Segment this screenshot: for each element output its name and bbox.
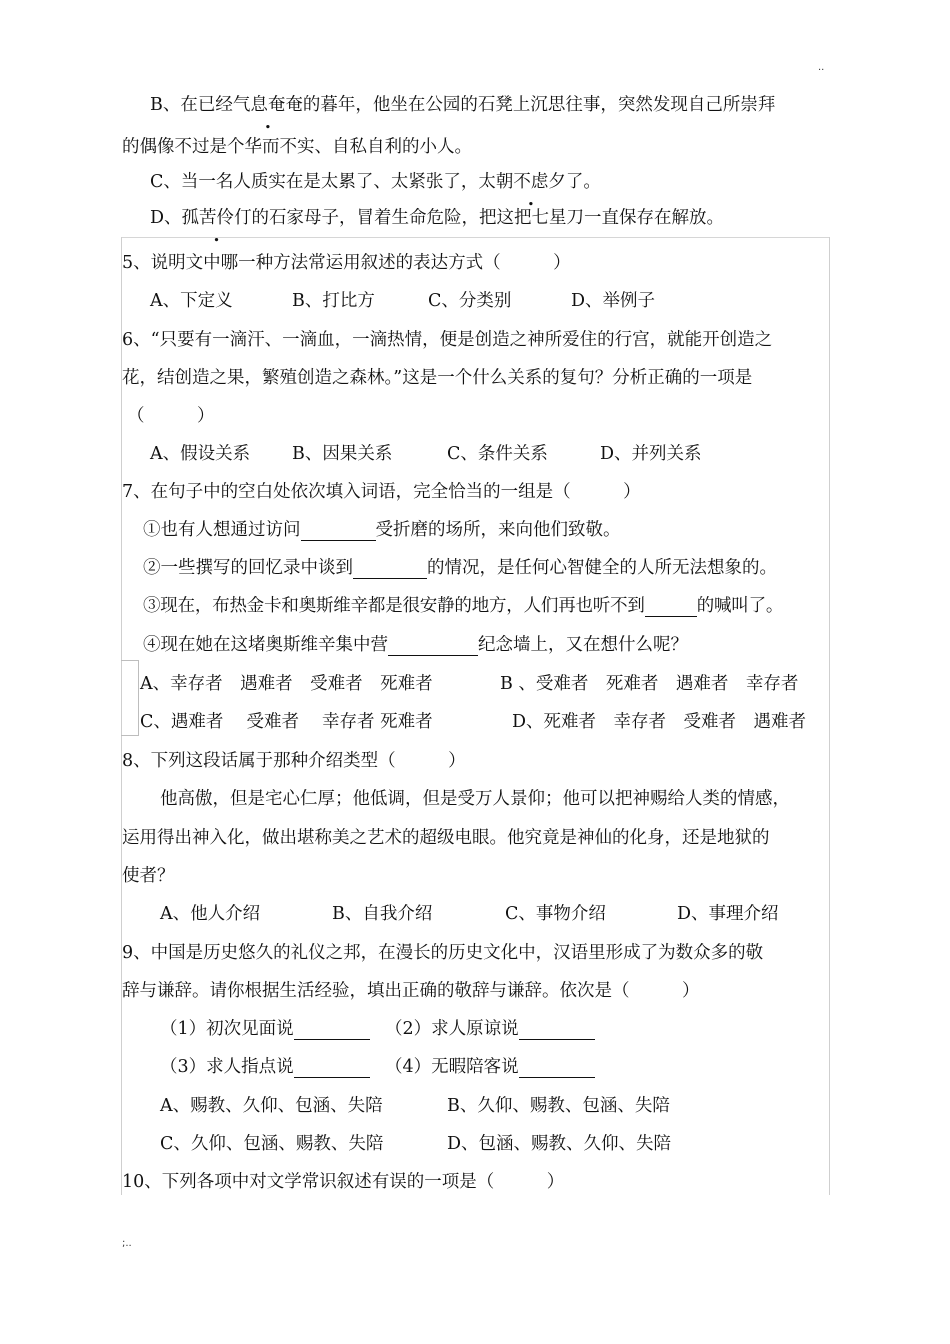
emphasis-dotted: 孤苦伶仃 bbox=[181, 208, 252, 228]
q8-option-c: C、事物介绍 bbox=[505, 904, 606, 924]
answer-blank[interactable] bbox=[645, 598, 697, 617]
q5-stem: 5、说明文中哪一种方法常运用叙述的表达方式（ ） bbox=[122, 253, 571, 273]
text: （2）求人原谅说 bbox=[385, 1019, 519, 1039]
q8-passage-line1: 他高傲，但是宅心仁厚；他低调，但是受万人景仰；他可以把神赐给人类的情感， bbox=[160, 789, 790, 809]
q9-blank-2 bbox=[385, 1018, 595, 1040]
q9-blank-4 bbox=[385, 1056, 595, 1078]
q10-stem: 10、下列各项中对文学常识叙述有误的一项是（ ） bbox=[122, 1172, 565, 1192]
text: 纪念墙上，又在想什么呢？ bbox=[478, 635, 688, 655]
q6-stem-line1: 6、“只要有一滴汗、一滴血，一滴热情，便是创造之神所爱住的行宫，就能开创造之 bbox=[122, 330, 773, 350]
q6-option-a: A、假设关系 bbox=[150, 444, 251, 464]
q9-blank-1 bbox=[160, 1018, 370, 1040]
q8-stem: 8、下列这段话属于那种介绍类型（ ） bbox=[122, 751, 466, 771]
frame-border bbox=[829, 237, 830, 1195]
q7-stem: 7、在句子中的空白处依次填入词语，完全恰当的一组是（ ） bbox=[122, 482, 641, 502]
answer-blank[interactable] bbox=[294, 1021, 370, 1040]
text: D、 bbox=[150, 208, 182, 228]
q7-sentence-2 bbox=[143, 557, 777, 579]
text: C、当一名人质实在是太累了、太紧张了，太 bbox=[150, 172, 496, 192]
q7-sentence-3 bbox=[143, 595, 783, 617]
q4-option-c bbox=[150, 171, 601, 193]
q8-passage-line3: 使者？ bbox=[122, 866, 175, 886]
answer-blank[interactable] bbox=[301, 522, 376, 541]
q9-option-a: A、赐教、久仰、包涵、失陪 bbox=[160, 1096, 383, 1116]
answer-blank[interactable] bbox=[353, 560, 427, 579]
q7-sentence-1 bbox=[143, 519, 621, 541]
text: （1）初次见面说 bbox=[160, 1019, 294, 1039]
q6-stem-line2: 花，结创造之果，繁殖创造之森林。”这是一个什么关系的复句？分析正确的一项是 bbox=[122, 368, 753, 388]
text: 的喊叫了。 bbox=[696, 596, 784, 616]
q8-passage-line2: 运用得出神入化，做出堪称美之艺术的超级电眼。他究竟是神仙的化身，还是地狱的 bbox=[122, 828, 770, 848]
q5-option-d: D、举例子 bbox=[571, 291, 656, 311]
q7-option-b: B 、受难者 死难者 遇难者 幸存者 bbox=[500, 674, 799, 694]
q9-option-c: C、久仰、包涵、赐教、失陪 bbox=[160, 1134, 384, 1154]
q8-option-a: A、他人介绍 bbox=[160, 904, 261, 924]
answer-blank[interactable] bbox=[519, 1059, 595, 1078]
frame-border bbox=[121, 237, 830, 238]
footer-mark: ;.. bbox=[122, 1238, 132, 1249]
text: 受折磨的场所，来向他们致敬。 bbox=[375, 520, 621, 540]
q4-option-d bbox=[150, 207, 724, 229]
header-mark: .. bbox=[818, 62, 825, 73]
q5-option-a: A、下定义 bbox=[150, 291, 233, 311]
answer-blank[interactable] bbox=[519, 1021, 595, 1040]
text: 的情况，是任何心智健全的人所无法想象的。 bbox=[427, 558, 777, 578]
q8-option-d: D、事理介绍 bbox=[677, 904, 779, 924]
q9-stem-line2: 辞与谦辞。请你根据生活经验，填出正确的敬辞与谦辞。依次是（ ） bbox=[122, 981, 700, 1001]
q9-blank-3 bbox=[160, 1056, 370, 1078]
q7-option-c: C、遇难者 受难者 幸存者 死难者 bbox=[140, 712, 433, 732]
q7-option-d: D、死难者 幸存者 受难者 遇难者 bbox=[512, 712, 807, 732]
bracket-mark bbox=[121, 660, 139, 736]
text: ②一些撰写的回忆录中谈到 bbox=[143, 558, 353, 578]
text: 的石家母子，冒着生命危险，把这把七星刀一直保存在解放。 bbox=[251, 208, 725, 228]
q4-option-b-line2: 的偶像不过是个华而不实、自私自利的小人。 bbox=[122, 137, 472, 157]
q7-sentence-4 bbox=[143, 634, 688, 656]
q6-option-b: B、因果关系 bbox=[292, 444, 393, 464]
q6-option-c: C、条件关系 bbox=[447, 444, 548, 464]
q7-option-a: A、幸存者 遇难者 受难者 死难者 bbox=[140, 674, 433, 694]
q6-option-d: D、并列关系 bbox=[600, 444, 702, 464]
text: 的暮年，他坐在公园的石凳上沉思往事，突然发现自己所崇拜 bbox=[302, 95, 776, 115]
q5-option-b: B、打比方 bbox=[292, 291, 375, 311]
text: （3）求人指点说 bbox=[160, 1057, 294, 1077]
answer-blank[interactable] bbox=[294, 1059, 370, 1078]
text: ③现在，布热金卡和奥斯维辛都是很安静的地方，人们再也听不到 bbox=[143, 596, 645, 616]
text: （4）无暇陪客说 bbox=[385, 1057, 519, 1077]
answer-blank[interactable] bbox=[388, 637, 478, 656]
q5-option-c: C、分类别 bbox=[428, 291, 512, 311]
q6-answer-bracket: （ ） bbox=[127, 406, 215, 426]
q9-stem-line1: 9、中国是历史悠久的礼仪之邦，在漫长的历史文化中，汉语里形成了为数众多的敬 bbox=[122, 943, 764, 963]
emphasis-dotted: 气息奄奄 bbox=[232, 95, 303, 115]
emphasis-dotted: 朝不虑夕 bbox=[495, 172, 566, 192]
text: 了。 bbox=[565, 172, 601, 192]
q9-option-d: D、包涵、赐教、久仰、失陪 bbox=[447, 1134, 672, 1154]
q8-option-b: B、自我介绍 bbox=[332, 904, 433, 924]
text: B、在已经 bbox=[150, 95, 233, 115]
text: ①也有人想通过访问 bbox=[143, 520, 301, 540]
q4-option-b bbox=[150, 94, 775, 116]
q9-option-b: B、久仰、赐教、包涵、失陪 bbox=[447, 1096, 670, 1116]
text: ④现在她在这堵奥斯维辛集中营 bbox=[143, 635, 388, 655]
